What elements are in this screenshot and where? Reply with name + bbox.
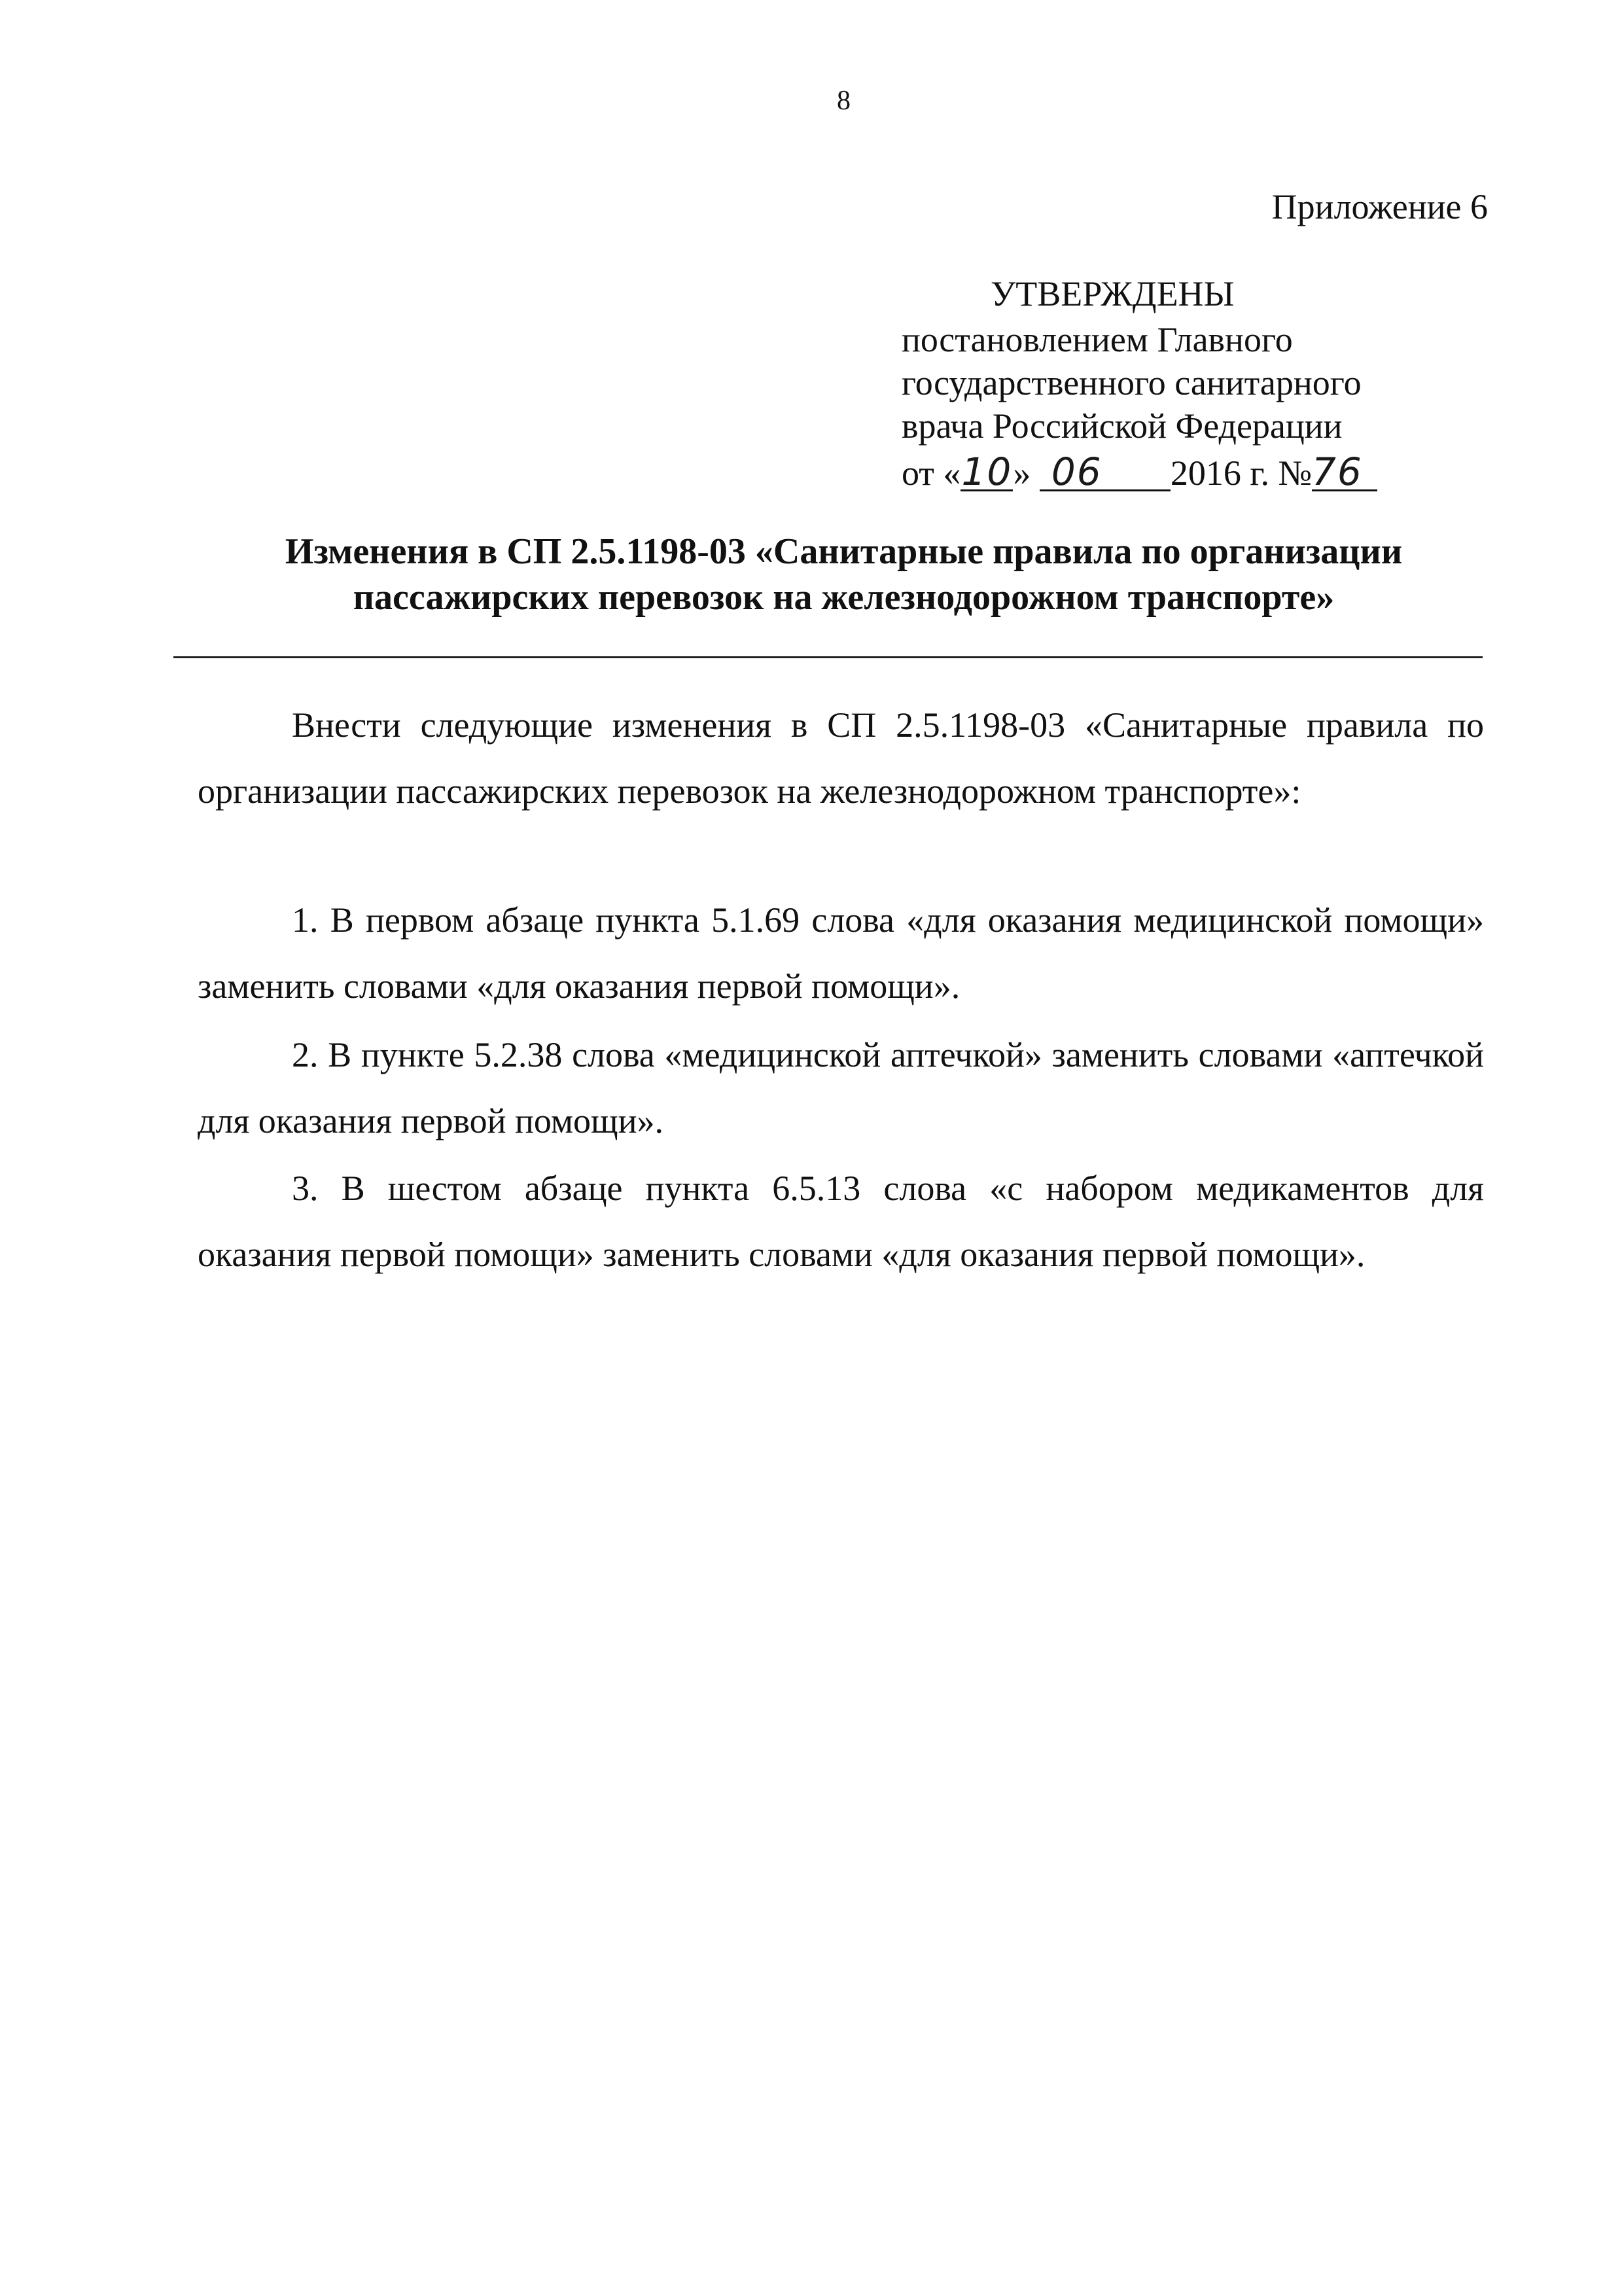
title-line-2: пассажирских перевозок на железнодорожном транспорте» — [353, 577, 1335, 618]
amendment-item-1: 1. В первом абзаце пункта 5.1.69 слова «для оказания медицинской помощи» заменить словами «для оказания первой помощи». — [198, 900, 1484, 1006]
page-number: 8 — [837, 86, 851, 116]
document-number-handwritten: 76 — [1312, 451, 1377, 493]
approval-line-3: врача Российской Федерации — [902, 406, 1343, 446]
date-day-handwritten: 10 — [961, 450, 1013, 494]
approval-heading: УТВЕРЖДЕНЫ — [991, 274, 1235, 313]
title-line-1: Изменения в СП 2.5.1198-03 «Санитарные правила по организации — [285, 531, 1403, 572]
date-year: 2016 г. № — [1170, 453, 1312, 493]
date-quote-close: » — [1013, 453, 1031, 493]
approval-line-2: государственного санитарного — [902, 363, 1362, 402]
appendix-label: Приложение 6 — [1271, 187, 1488, 226]
amendment-item-2: 2. В пункте 5.2.38 слова «медицинской аптечкой» заменить словами «аптечкой для оказания первой помощи». — [198, 1035, 1484, 1140]
title-divider — [173, 656, 1483, 658]
approval-line-1: постановлением Главного — [902, 320, 1293, 359]
date-month-handwritten: 06 — [1040, 451, 1171, 493]
document-title — [0, 529, 1622, 620]
approval-date-line — [902, 451, 1377, 494]
intro-paragraph: Внести следующие изменения в СП 2.5.1198-03 «Санитарные правила по организации пассажирских перевозок на железнодорожном транспорте»: — [198, 705, 1484, 811]
date-prefix: от « — [902, 453, 961, 493]
amendment-item-3: 3. В шестом абзаце пункта 6.5.13 слова «с набором медикаментов для оказания первой помощи» заменить словами «для оказания первой помощи». — [198, 1169, 1484, 1274]
